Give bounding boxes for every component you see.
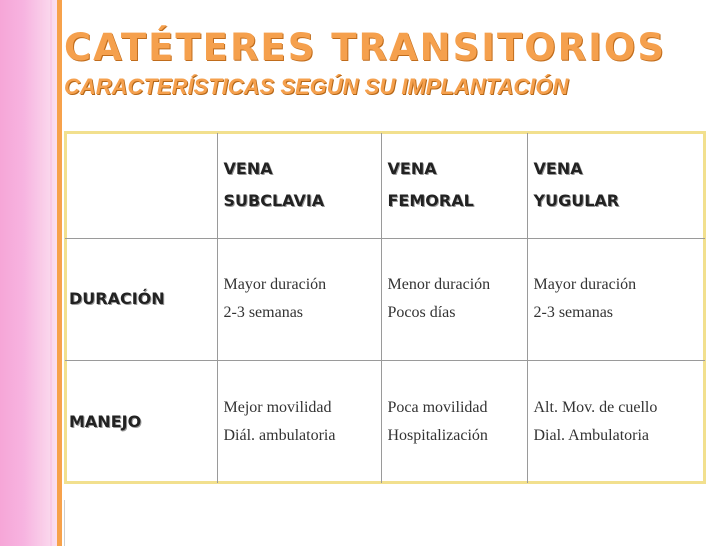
header-line: VENA xyxy=(223,159,273,179)
table-cell xyxy=(527,360,705,483)
cell-line: Mayor duración xyxy=(223,276,327,293)
decorative-line xyxy=(64,500,65,546)
table-cell xyxy=(381,238,527,360)
cell-line: Mayor duración xyxy=(533,276,637,293)
cell-line: Diál. ambulatoria xyxy=(223,426,336,444)
slide-title: CATÉTERES TRANSITORIOS xyxy=(64,26,667,69)
table-header-row xyxy=(65,133,705,238)
cell-line: Hospitalización xyxy=(387,426,488,444)
table-cell xyxy=(217,360,381,483)
table-row xyxy=(65,360,705,483)
comparison-table xyxy=(65,133,705,483)
header-line: FEMORAL xyxy=(387,191,474,211)
header-femoral xyxy=(381,133,527,238)
cell-line: Menor duración xyxy=(387,276,491,293)
header-line: SUBCLAVIA xyxy=(223,191,325,211)
header-subclavia xyxy=(217,133,381,238)
cell-line: Dial. Ambulatoria xyxy=(533,426,650,444)
cell-line: Alt. Mov. de cuello xyxy=(533,398,658,416)
table-cell xyxy=(381,360,527,483)
row-label-duracion: DURACIÓN xyxy=(65,238,217,360)
table-cell xyxy=(527,238,705,360)
accent-bar xyxy=(57,0,62,546)
cell-line: Mejor movilidad xyxy=(223,398,332,416)
table-cell xyxy=(217,238,381,360)
row-label-manejo: MANEJO xyxy=(65,360,217,483)
header-line: VENA xyxy=(533,159,583,179)
decorative-line xyxy=(50,0,52,546)
decorative-line xyxy=(40,0,42,546)
empty-header-cell xyxy=(65,133,217,238)
table-row xyxy=(65,238,705,360)
cell-line: 2-3 semanas xyxy=(533,304,614,321)
cell-line: Pocos días xyxy=(387,304,456,321)
header-yugular xyxy=(527,133,705,238)
cell-line: 2-3 semanas xyxy=(223,304,304,321)
header-line: YUGULAR xyxy=(533,191,620,211)
cell-line: Poca movilidad xyxy=(387,398,488,416)
slide-subtitle: CARACTERÍSTICAS SEGÚN SU IMPLANTACIÓN xyxy=(64,74,569,99)
header-line: VENA xyxy=(387,159,437,179)
